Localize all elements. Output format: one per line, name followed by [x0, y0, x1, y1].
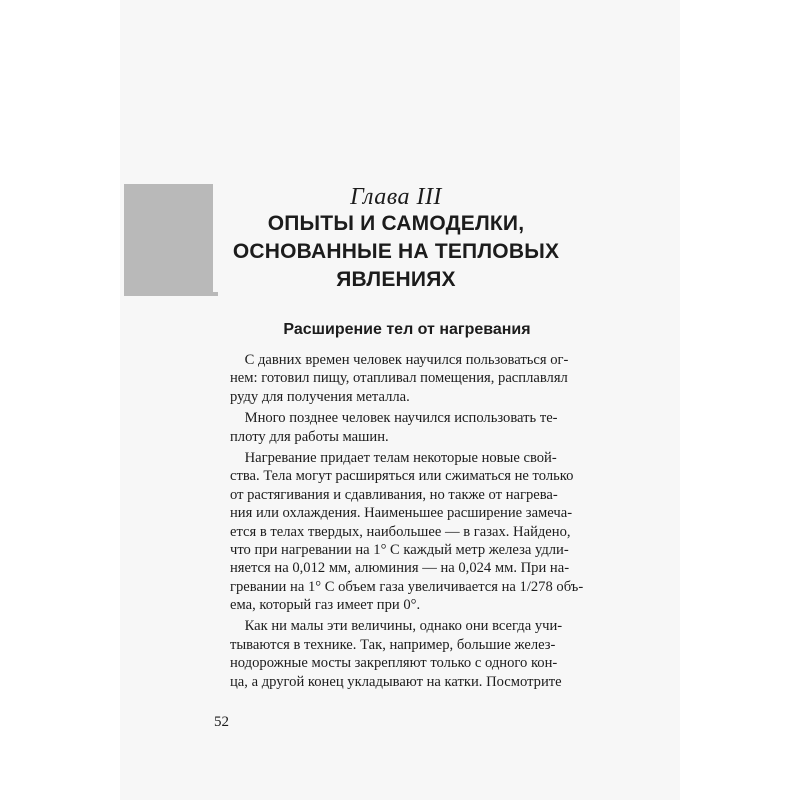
text-line: Много позднее человек научился использовать те- [230, 410, 558, 427]
chapter-label: Глава III [350, 184, 442, 210]
text-line: от растягивания и сдавливания, но также от нагрева- [230, 486, 558, 503]
chapter-title-line: ЯВЛЕНИЯХ [336, 268, 456, 291]
text-line: что при нагревании на 1° С каждый метр железа удли- [230, 541, 569, 558]
section-title: Расширение тел от нагревания [283, 321, 531, 338]
text-line: Как ни малы эти величины, однако они всегда учи- [230, 618, 563, 635]
chapter-header-gray-block [124, 184, 218, 296]
text-line: нем: готовил пищу, отапливал помещения, расплавлял [230, 370, 568, 387]
body-text [230, 351, 586, 691]
chapter-title [213, 210, 579, 294]
page-number: 52 [214, 714, 229, 730]
text-line: плоту для работы машин. [230, 428, 389, 445]
text-line: няется на 0,012 мм, алюминия — на 0,024 мм. При на- [230, 560, 570, 577]
text-line: Нагревание придает телам некоторые новые свой- [230, 449, 557, 466]
text-line: руду для получения металла. [230, 388, 410, 405]
text-line: ства. Тела могут расширяться или сжиматься не только [230, 468, 574, 485]
text-line: гревании на 1° С объем газа увеличивается на 1/278 объ- [230, 578, 584, 595]
paragraph [230, 617, 586, 691]
text-line: ется в телах твердых, наибольшее — в газах. Найдено, [230, 523, 571, 540]
text-line: тываются в технике. Так, например, большие желез- [230, 636, 556, 653]
chapter-title-line: ОПЫТЫ И САМОДЕЛКИ, [267, 212, 525, 235]
text-line: нодорожные мосты закрепляют только с одного кон- [230, 655, 558, 672]
paragraph [230, 449, 586, 615]
chapter-title-line: ОСНОВАННЫЕ НА ТЕПЛОВЫХ [232, 240, 560, 263]
paragraph [230, 351, 586, 406]
text-line: ема, который газ имеет при 0°. [230, 597, 421, 614]
text-line: ния или охлаждения. Наименьшее расширение замеча- [230, 505, 573, 522]
paragraph [230, 409, 586, 446]
text-line: С давних времен человек научился пользоваться ог- [230, 352, 569, 368]
text-line: ца, а другой конец укладывают на катки. Посмотрите [230, 673, 562, 690]
